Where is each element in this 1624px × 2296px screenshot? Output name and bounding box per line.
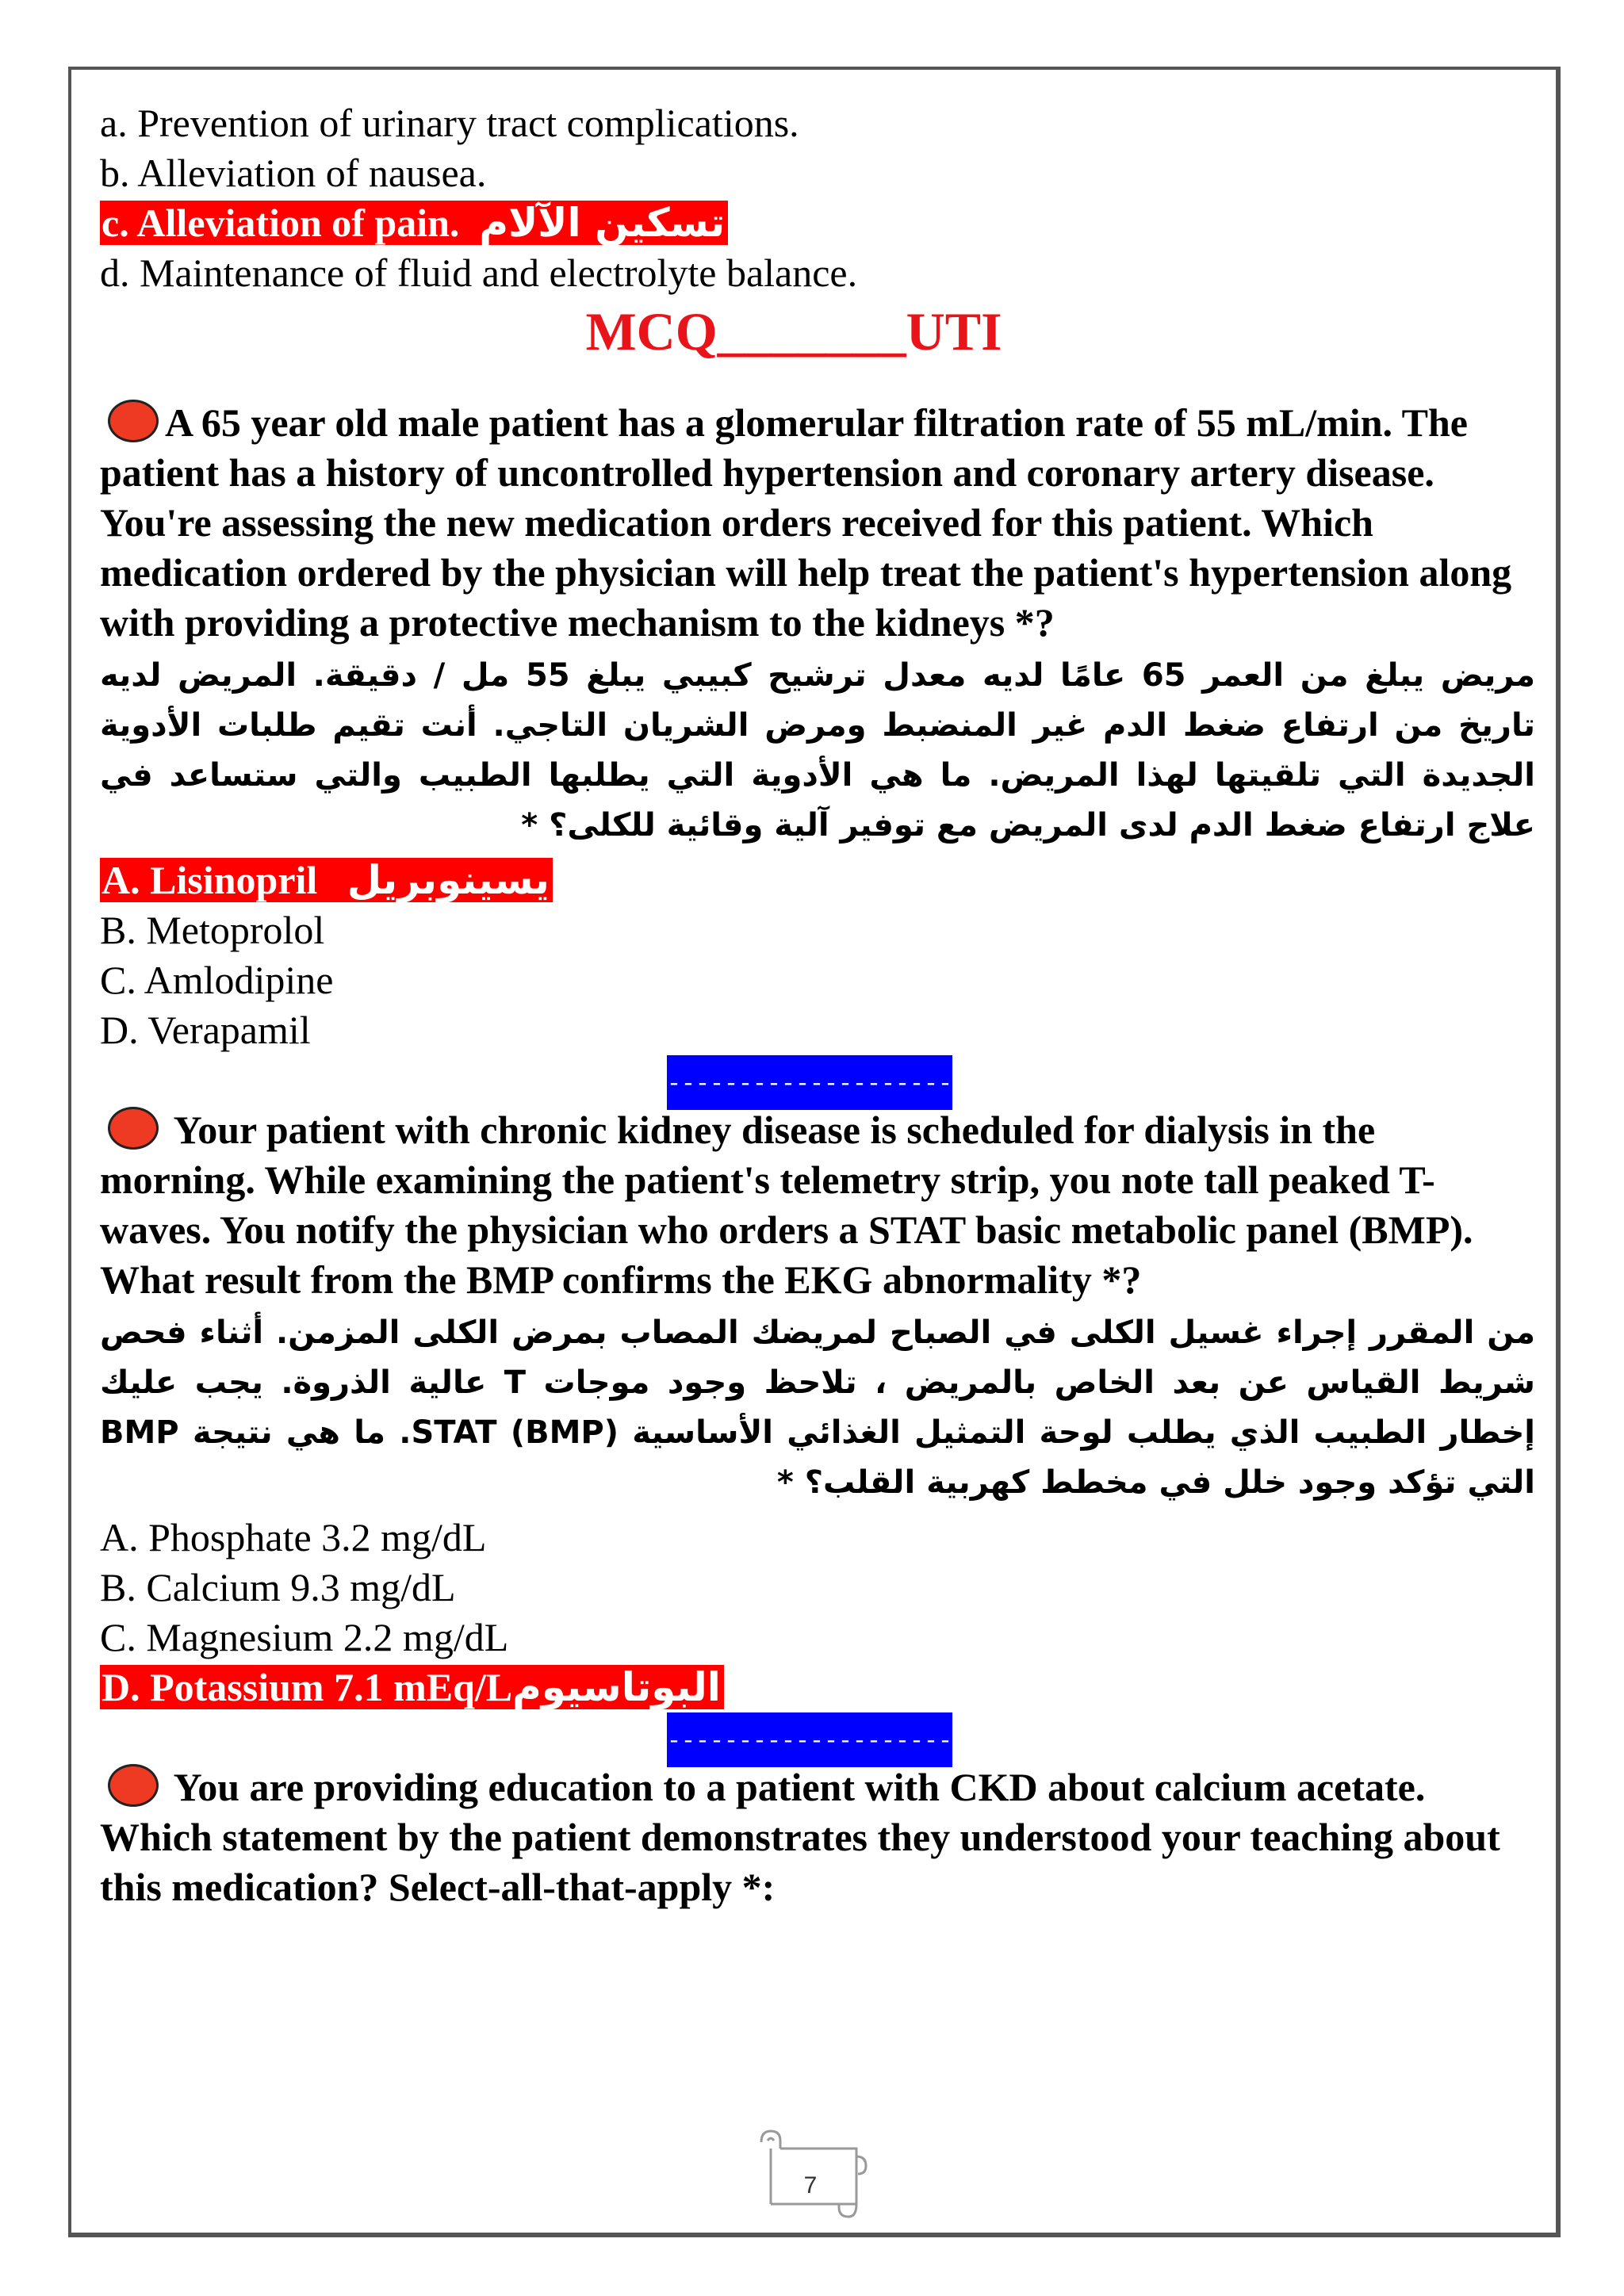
prev-option-d: d. Maintenance of fluid and electrolyte balance.: [100, 251, 858, 295]
page-number: 7: [803, 2172, 818, 2198]
q1-answer-text: A. Lisinopril: [102, 858, 318, 902]
q1-option: C. Amlodipine: [100, 958, 334, 1002]
question-3: [100, 1762, 1535, 1912]
bullet-dot-icon: [108, 1764, 159, 1807]
question-2-arabic: من المقرر إجراء غسيل الكلى في الصباح لمريضك المصاب بمرض الكلى المزمن. أثناء فحص شريط القياس عن بعد الخاص بالمريض ، تلاحظ وجود موجات T عالية الذروة. يجب عليك إخطار الطبيب الذي يطلب لوحة التمثيل الغذائي الأساسية STAT (BMP). ما هي نتيجة BMP التي تؤكد وجود خلل في مخطط كهربية القلب؟ *: [100, 1314, 1536, 1501]
question-2-text: Your patient with chronic kidney disease is scheduled for dialysis in the morning. While examining the patient's telemetry strip, you note tall peaked T-waves. You notify the physician who orders a STAT basic metabolic panel (BMP). What result from the BMP confirms the EKG abnormality *?: [100, 1108, 1473, 1302]
q1-answer-arabic: يسينوبريل: [347, 857, 550, 903]
q2-option: A. Phosphate 3.2 mg/dL: [100, 1515, 487, 1559]
prev-option-b: b. Alleviation of nausea.: [100, 151, 487, 195]
question-1-text: A 65 year old male patient has a glomerular filtration rate of 55 mL/min. The patient has a history of uncontrolled hypertension and coronary artery disease. You're assessing the new medication orders received for this patient. Which medication ordered by the physician will help treat the patient's hypertension along with providing a protective mechanism to the kidneys *?: [100, 400, 1512, 645]
page-footer: [737, 2125, 883, 2221]
q1-answer-highlight: [100, 858, 553, 902]
blue-divider: --------------------: [667, 1712, 952, 1767]
q2-answer-option: [100, 1663, 1535, 1712]
prev-answer-highlight: [100, 201, 728, 245]
bullet-dot-icon: [108, 400, 159, 442]
question-1-arabic: مريض يبلغ من العمر 65 عامًا لديه معدل ترشيح كبيبي يبلغ 55 مل / دقيقة. المريض لديه تاريخ من ارتفاع ضغط الدم غير المنضبط ومرض الشريان التاجي. أنت تقيم طلبات الأدوية الجديدة التي تلقيتها لهذا المريض. ما هي الأدوية التي يطلبها الطبيب والتي ستساعد في علاج ارتفاع ضغط الدم لدى المريض مع توفير آلية وقائية للكلى؟ *: [100, 657, 1536, 844]
bullet-dot-icon: [108, 1107, 159, 1150]
prev-option-c-answer: [100, 198, 1535, 248]
q1-answer-option: [100, 855, 1535, 905]
section-heading: MCQ_______UTI: [585, 301, 1002, 362]
page-content: [100, 98, 1535, 1912]
question-1: [100, 398, 1535, 648]
divider-row: [100, 1712, 1535, 1762]
q2-option: C. Magnesium 2.2 mg/dL: [100, 1615, 509, 1659]
blue-divider: --------------------: [667, 1055, 952, 1110]
question-2: [100, 1105, 1535, 1305]
q1-option: B. Metoprolol: [100, 908, 325, 952]
prev-option-a: a. Prevention of urinary tract complications.: [100, 101, 799, 145]
q2-answer-text: D. Potassium 7.1 mEq/L: [102, 1665, 513, 1709]
divider-row: [100, 1055, 1535, 1105]
q2-option: B. Calcium 9.3 mg/dL: [100, 1565, 456, 1609]
q1-option: D. Verapamil: [100, 1008, 311, 1052]
question-3-text: You are providing education to a patient with CKD about calcium acetate. Which statement by the patient demonstrates they understood your teaching about this medication? Select-all-that-apply *:: [100, 1765, 1500, 1909]
prev-answer-text: c. Alleviation of pain.: [102, 201, 460, 245]
q2-answer-highlight: [100, 1665, 724, 1709]
q2-answer-arabic: البوتاسيوم: [512, 1664, 721, 1710]
prev-answer-arabic: تسكين الآلام: [479, 200, 726, 246]
